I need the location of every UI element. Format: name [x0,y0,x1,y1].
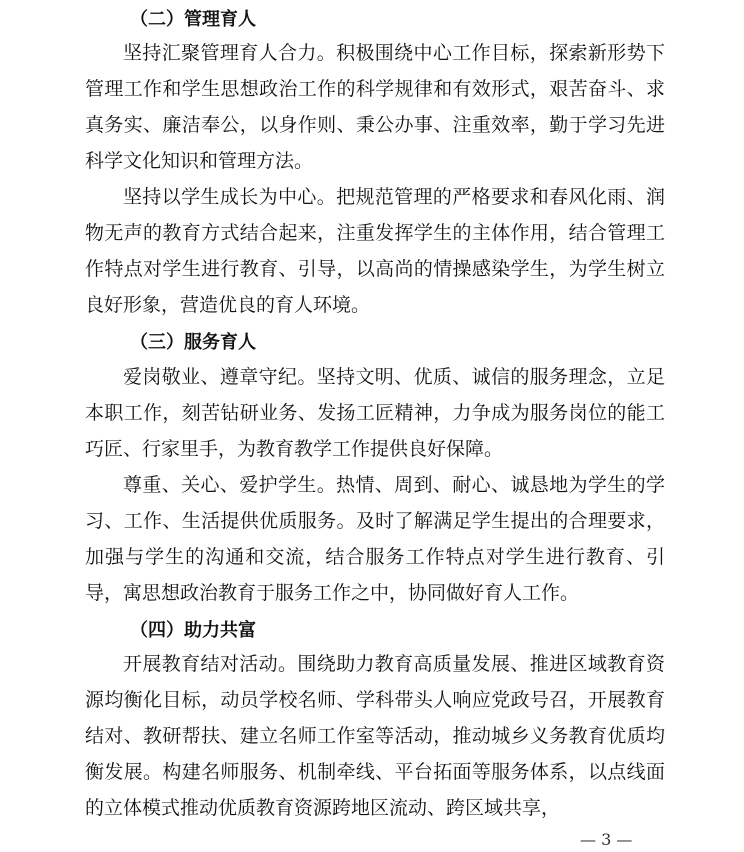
section-body-management [85,35,665,323]
section-heading-service: （三）服务育人 [130,332,256,353]
paragraph: 尊重、关心、爱护学生。热情、周到、耐心、诚恳地为学生的学习、工作、生活提供优质服务。及时了解满足学生提出的合理要求，加强与学生的沟通和交流，结合服务工作特点对学生进行教育、引导，寓思想政治教育于服务工作之中，协同做好育人工作。 [85,474,665,604]
page-number: — 3 — [580,830,633,849]
section-heading-common-prosperity: （四）助力共富 [130,620,256,641]
section-heading-management: （二）管理育人 [130,9,256,30]
paragraph: 爱岗敬业、遵章守纪。坚持文明、优质、诚信的服务理念，立足本职工作，刻苦钻研业务、发扬工匠精神，力争成为服务岗位的能工巧匠、行家里手，为教育教学工作提供良好保障。 [85,366,665,460]
section-body-service [85,359,665,611]
paragraph: 坚持以学生成长为中心。把规范管理的严格要求和春风化雨、润物无声的教育方式结合起来，注重发挥学生的主体作用，结合管理工作特点对学生进行教育、引导，以高尚的情操感染学生，为学生树立良好形象，营造优良的育人环境。 [85,186,665,316]
paragraph: 开展教育结对活动。围绕助力教育高质量发展、推进区域教育资源均衡化目标，动员学校名师、学科带头人响应党政号召，开展教育结对、教研帮扶、建立名师工作室等活动，推动城乡义务教育优质均衡发展。构建名师服务、机制牵线、平台拓面等服务体系，以点线面的立体模式推动优质教育资源跨地区流动、跨区域共享， [85,653,665,819]
section-body-common-prosperity [85,646,665,826]
paragraph: 坚持汇聚管理育人合力。积极围绕中心工作目标，探索新形势下管理工作和学生思想政治工作的科学规律和有效形式，艰苦奋斗、求真务实、廉洁奉公，以身作则、秉公办事、注重效率，勤于学习先进科学文化知识和管理方法。 [85,42,665,172]
